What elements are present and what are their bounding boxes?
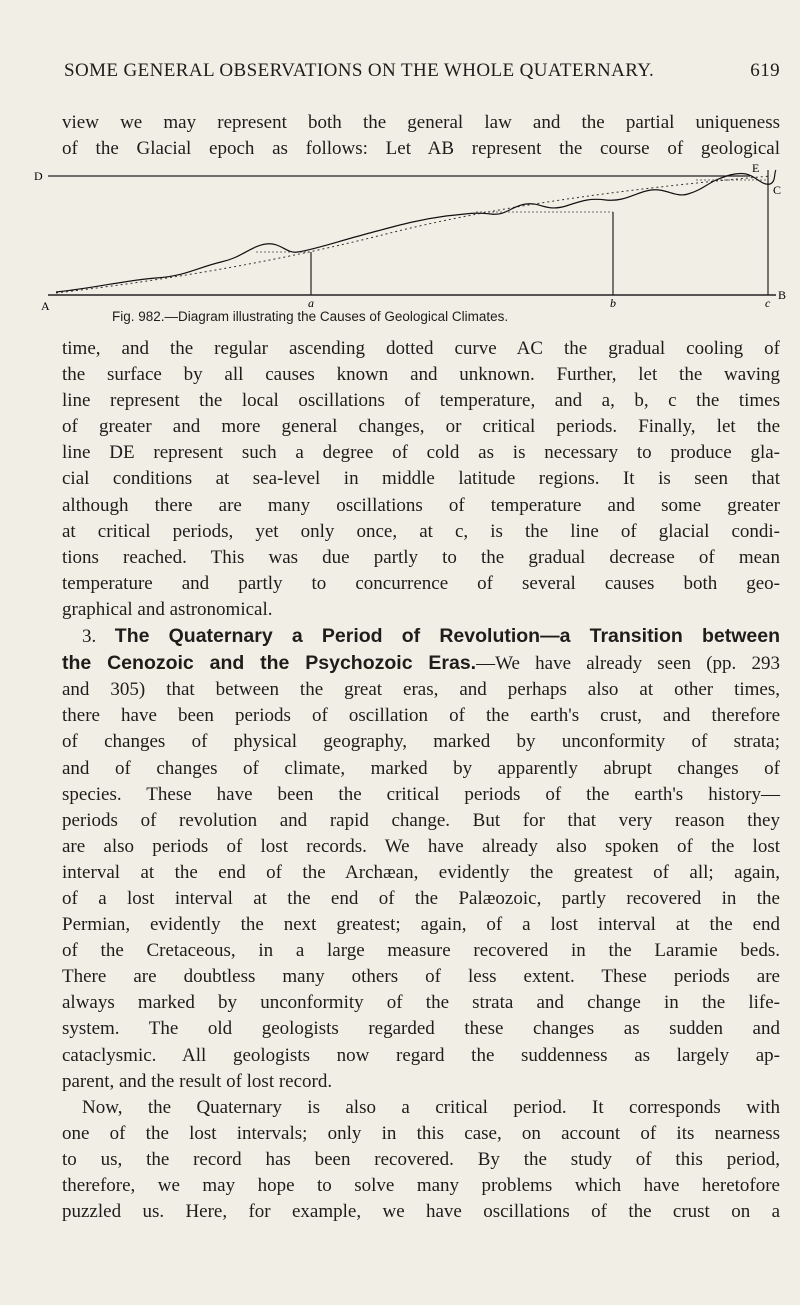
text-line: species. These have been the critical periods of the earth's history—: [62, 783, 780, 805]
text-line: at critical periods, yet only once, at c, is the line of glacial condi-: [62, 520, 780, 542]
text-line: parent, and the result of lost record.: [62, 1070, 333, 1092]
text-line: the surface by all causes known and unknown. Further, let the waving: [62, 364, 780, 386]
text-line: one of the lost intervals; only in this case, on account of its nearness: [62, 1122, 780, 1144]
text-line: to us, the record has been recovered. By the study of this period,: [62, 1148, 780, 1170]
running-title: SOME GENERAL OBSERVATIONS ON THE WHOLE QUATERNARY.: [64, 60, 655, 81]
label-b-lower: b: [610, 296, 616, 310]
label-a: a: [308, 296, 314, 310]
text-line: time, and the regular ascending dotted curve AC the gradual cooling of: [62, 338, 780, 359]
figure-982: [34, 161, 787, 332]
label-a-upper: A: [41, 299, 50, 313]
text-line: periods of revolution and rapid change. But for that very reason they: [62, 809, 780, 831]
text-line: system. The old geologists regarded these changes as sudden and: [62, 1018, 780, 1040]
text-line: although there are many oscillations of temperature and some greater: [62, 494, 780, 516]
text-line: There are doubtless many others of less extent. These periods are: [62, 966, 780, 988]
text-line: cataclysmic. All geologists now regard the suddenness as largely ap-: [62, 1044, 780, 1066]
text-line: and of changes of climate, marked by apparently abrupt changes of: [62, 757, 780, 779]
main-text: [62, 336, 780, 1225]
intro-line-1: view we may represent both the general law and the partial uniqueness: [62, 112, 780, 133]
section-number: 3.: [82, 626, 97, 648]
paragraph-3: [62, 1095, 780, 1225]
label-b: B: [778, 288, 787, 302]
label-c: c: [765, 296, 771, 310]
text-line: cial conditions at sea-level in middle latitude regions. It is seen that: [62, 468, 780, 490]
text-line: there have been periods of oscillation of the earth's crust, and therefore: [62, 705, 780, 727]
text-line: interval at the end of the Archæan, evidently the greatest of all; again,: [62, 861, 780, 883]
text-line: Now, the Quaternary is also a critical period. It corresponds with: [82, 1096, 780, 1118]
text-line: graphical and astronomical.: [62, 598, 273, 620]
climate-diagram: [34, 161, 787, 313]
text-line: of greater and more general changes, or critical periods. Finally, let the: [62, 416, 780, 438]
text-line: line DE represent such a degree of cold as is necessary to produce gla-: [62, 442, 780, 464]
page-number: 619: [750, 60, 780, 81]
section-heading-2: the Cenozoic and the Psychozoic Eras.: [62, 652, 477, 675]
text-line: temperature and partly to concurrence of several causes both geo-: [62, 572, 780, 594]
label-d: D: [34, 169, 43, 183]
text-line: are also periods of lost records. We have already also spoken of the lost: [62, 835, 780, 857]
text-line: and 305) that between the great eras, and perhaps also at other times,: [62, 679, 780, 701]
figure-caption: Fig. 982.—Diagram illustrating the Causes of Geological Climates.: [112, 309, 509, 324]
section-heading-line-2: [62, 650, 780, 677]
text-line: of changes of physical geography, marked by unconformity of strata;: [62, 731, 780, 753]
paragraph-1: [62, 336, 780, 623]
text-line: line represent the local oscillations of temperature, and a, b, c the times: [62, 390, 780, 412]
intro-text: [62, 110, 780, 162]
curve-ac: [56, 176, 771, 293]
waving-line: [56, 170, 776, 292]
label-e: E: [752, 161, 760, 175]
paragraph-2: [62, 623, 780, 1095]
label-c-upper: C: [773, 183, 782, 197]
text-line: of the Cretaceous, in a large measure recovered in the Laramie beds.: [62, 940, 780, 962]
text-line: puzzled us. Here, for example, we have oscillations of the crust on a: [62, 1201, 780, 1223]
text-line: therefore, we may hope to solve many problems which have heretofore: [62, 1175, 780, 1196]
text-line: of a lost interval at the end of the Palæozoic, partly recovered in the: [62, 887, 780, 909]
section-heading-line: [62, 623, 780, 650]
intro-line-2: of the Glacial epoch as follows: Let AB represent the course of geological: [62, 138, 780, 159]
text-line: tions reached. This was due partly to the gradual decrease of mean: [62, 546, 780, 568]
section-lead: —We have already seen (pp. 293: [476, 653, 780, 675]
text-line: always marked by unconformity of the strata and change in the life-: [62, 992, 780, 1014]
text-line: Permian, evidently the next greatest; again, of a lost interval at the end: [62, 914, 780, 936]
section-heading: The Quaternary a Period of Revolution—a Transition between: [114, 625, 781, 648]
